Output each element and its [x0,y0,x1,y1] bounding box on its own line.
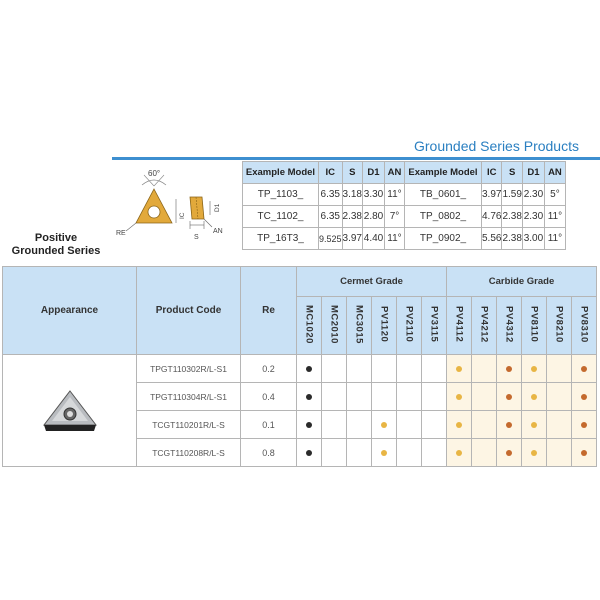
spec-header: IC [319,162,343,184]
carbide-grade-header: Carbide Grade [447,267,597,297]
grade-cell [497,439,522,467]
spec-cell: 7° [385,206,405,228]
grade-name-header [572,297,597,355]
series-title: Grounded Series Products [414,138,579,154]
gold-dot-icon [456,394,462,400]
spec-cell: 9.525 [319,228,343,250]
spec-cell: 3.97 [482,184,502,206]
grade-cell [397,439,422,467]
spec-cell: 3.97 [342,228,362,250]
grade-cell [372,411,397,439]
spec-header: S [342,162,362,184]
brown-dot-icon [506,450,512,456]
grade-cell [372,439,397,467]
gold-dot-icon [381,422,387,428]
spec-row [243,228,566,250]
grade-cell [572,411,597,439]
grade-cell [422,411,447,439]
grade-cell [372,383,397,411]
spec-cell: 6.35 [319,184,343,206]
col-product-code: Product Code [137,267,241,355]
grade-cell [297,383,322,411]
gold-dot-icon [531,450,537,456]
grade-cell [422,355,447,383]
spec-cell: 2.38 [502,228,522,250]
col-re: Re [241,267,297,355]
side-label-line1: Positive [34,232,78,244]
re-cell: 0.4 [241,383,297,411]
grade-name: PV3115 [428,306,440,343]
grade-cell [322,411,347,439]
grade-cell [397,383,422,411]
grade-cell [547,439,572,467]
grade-name-header [297,297,322,355]
black-dot-icon [306,450,312,456]
grade-cell [397,411,422,439]
grade-name: PV8310 [578,306,590,343]
grade-cell [522,439,547,467]
gold-dot-icon [381,450,387,456]
grade-name-header [422,297,447,355]
grade-cell [447,355,472,383]
grade-cell [497,355,522,383]
grade-name: PV4212 [478,306,490,343]
spec-cell: TP_0902_ [405,228,482,250]
grade-cell [472,439,497,467]
brown-dot-icon [506,366,512,372]
spec-cell: TP_0802_ [405,206,482,228]
grade-name: PV8110 [528,306,540,343]
spec-header: D1 [522,162,544,184]
spec-header: Example Model [243,162,319,184]
grade-cell [297,355,322,383]
grade-cell [522,383,547,411]
grade-name-header [447,297,472,355]
spec-cell: 3.30 [363,184,385,206]
grade-cell [572,439,597,467]
spec-cell: 5.56 [482,228,502,250]
s-label: S [194,234,199,241]
spec-cell: 4.40 [363,228,385,250]
brown-dot-icon [581,422,587,428]
spec-cell: 2.30 [522,206,544,228]
grade-name: MC1020 [303,305,315,344]
grade-cell [547,411,572,439]
spec-cell: 11° [385,184,405,206]
grade-cell [347,355,372,383]
grade-cell [547,355,572,383]
grade-name-header [547,297,572,355]
grade-cell [522,411,547,439]
brown-dot-icon [506,422,512,428]
re-cell: 0.2 [241,355,297,383]
grade-name: MC3015 [353,305,365,344]
grade-cell [322,383,347,411]
d1-label: D1 [214,203,221,212]
re-label: RE [116,230,126,237]
black-dot-icon [306,366,312,372]
grade-cell [572,383,597,411]
grade-cell [472,355,497,383]
grade-cell [422,439,447,467]
grade-name-header [322,297,347,355]
spec-cell: TB_0601_ [405,184,482,206]
grade-cell [347,439,372,467]
an-label: AN [213,228,223,235]
grade-cell [547,383,572,411]
product-code-cell: TCGT110208R/L-S [137,439,241,467]
grade-cell [472,411,497,439]
side-label-line2: Grounded Series [11,245,101,257]
spec-header: IC [482,162,502,184]
spec-cell: 4.76 [482,206,502,228]
product-code-cell: TCGT110201R/L-S [137,411,241,439]
spec-cell: 1.59 [502,184,522,206]
grade-cell [447,383,472,411]
grade-cell [472,383,497,411]
grade-name-header [497,297,522,355]
grade-name: PV4112 [453,306,465,343]
table-row [3,355,597,383]
grade-cell [447,439,472,467]
grade-cell [572,355,597,383]
side-label [4,232,108,258]
gold-dot-icon [531,366,537,372]
spec-row [243,184,566,206]
spec-cell: 3.18 [342,184,362,206]
grade-group-row [3,267,597,297]
brown-dot-icon [506,394,512,400]
grade-name-header [372,297,397,355]
spec-cell: 2.38 [502,206,522,228]
brown-dot-icon [581,394,587,400]
appearance-cell [3,355,137,467]
spec-cell: 2.30 [522,184,544,206]
grade-name-header [397,297,422,355]
gold-dot-icon [456,366,462,372]
spec-header: AN [544,162,565,184]
brown-dot-icon [581,366,587,372]
brown-dot-icon [581,450,587,456]
grade-name: PV4312 [503,306,515,343]
spec-cell: 11° [385,228,405,250]
insert-hole [148,206,160,218]
spec-header: AN [385,162,405,184]
spec-cell: TC_1102_ [243,206,319,228]
gold-dot-icon [531,422,537,428]
spec-cell: 11° [544,228,565,250]
spec-cell: 5° [544,184,565,206]
spec-cell: 3.00 [522,228,544,250]
grade-name-header [472,297,497,355]
spec-cell: TP_1103_ [243,184,319,206]
grade-name: PV1120 [378,306,390,343]
grade-cell [397,355,422,383]
re-cell: 0.8 [241,439,297,467]
spec-cell: TP_16T3_ [243,228,319,250]
gold-dot-icon [531,394,537,400]
grade-name: PV8210 [553,306,565,343]
title-rule [112,157,600,160]
insert-diagram [112,161,242,255]
grade-cell [347,411,372,439]
spec-table [242,161,566,250]
product-code-cell: TPGT110304R/L-S1 [137,383,241,411]
black-dot-icon [306,422,312,428]
spec-row [243,206,566,228]
spec-header: D1 [363,162,385,184]
insert-photo-icon [40,387,100,433]
spec-header: Example Model [405,162,482,184]
ic-label: IC [179,212,186,219]
col-appearance: Appearance [3,267,137,355]
grade-cell [322,355,347,383]
gold-dot-icon [456,422,462,428]
grade-table [2,266,597,467]
grade-name: PV2110 [403,306,415,343]
grade-cell [522,355,547,383]
product-code-cell: TPGT110302R/L-S1 [137,355,241,383]
black-dot-icon [306,394,312,400]
spec-cell: 6.35 [319,206,343,228]
side-view-shape [190,197,204,219]
grade-cell [322,439,347,467]
angle-label: 60° [148,169,161,178]
grade-cell [297,411,322,439]
grade-name-header [347,297,372,355]
spec-cell: 2.80 [363,206,385,228]
grade-name-header [522,297,547,355]
gold-dot-icon [456,450,462,456]
grade-cell [297,439,322,467]
grade-name: MC2010 [328,305,340,344]
spec-cell: 11° [544,206,565,228]
re-cell: 0.1 [241,411,297,439]
grade-cell [447,411,472,439]
spec-header-row [243,162,566,184]
grade-cell [422,383,447,411]
grade-cell [497,383,522,411]
cermet-grade-header: Cermet Grade [297,267,447,297]
grade-cell [347,383,372,411]
grade-cell [497,411,522,439]
spec-header: S [502,162,522,184]
spec-cell: 2.38 [342,206,362,228]
grade-cell [372,355,397,383]
